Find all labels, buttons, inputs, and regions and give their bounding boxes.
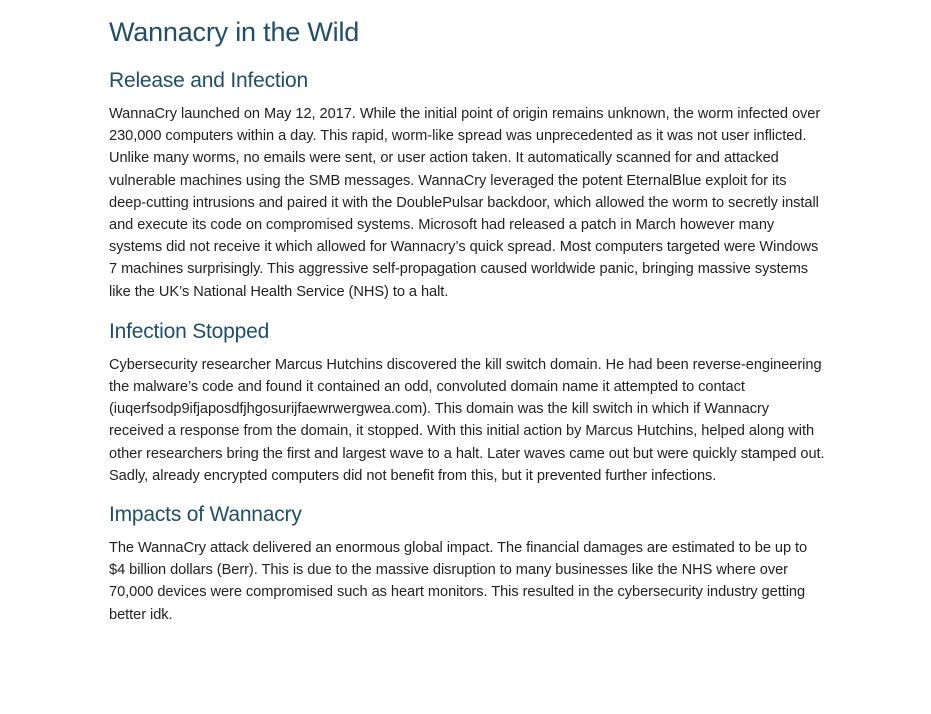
section-body-release-and-infection: WannaCry launched on May 12, 2017. While the initial point of origin remains unknown, the worm infected over 230,000 computers within a day. This rapid, worm-like spread was unprecedented as it was not user inflicted. Unlike many worms, no emails were sent, or user action taken. It automatically scanned for and attacked vulnerable machines using the SMB messages. WannaCry leveraged the potent EternalBlue exploit for its deep-cutting intrusions and paired it with the DoublePulsar backdoor, which allowed the worm to secretly install and execute its code on compromised systems. Microsoft had released a patch in March however many systems did not receive it which allowed for Wannacry’s quick spread. Most computers targeted were Windows 7 machines surprisingly. This aggressive self-propagation caused worldwide panic, bringing massive systems like the UK’s National Health Service (NHS) to a halt.	[109, 106, 821, 300]
section-body-impacts-of-wannacry: The WannaCry attack delivered an enormous global impact. The financial damages are estimated to be up to $4 billion dollars (Berr). This is due to the massive disruption to many businesses like the NHS where over 70,000 devices were compromised such as heart monitors. This resulted in the cybersecurity industry getting better idk.	[109, 540, 808, 623]
document-title: Wannacry in the Wild	[109, 17, 360, 47]
section-body-infection-stopped: Cybersecurity researcher Marcus Hutchins discovered the kill switch domain. He had been reverse-engineering the malware’s code and found it contained an odd, convoluted domain name it attempted to contact (iuqerfsodp9ifjaposdfjhgosurijfaewrwergwea.com). This domain was the kill switch in which if Wannacry received a response from the domain, it stopped. With this initial action by Marcus Hutchins, helped along with other researchers bring the first and largest wave to a halt. Later waves came out but were quickly stamped out. Sadly, already encrypted computers did not benefit from this, but it prevented further infections.	[109, 356, 825, 484]
document-page	[109, 14, 827, 626]
section-heading-impacts-of-wannacry: Impacts of Wannacry	[109, 503, 302, 527]
section-heading-infection-stopped: Infection Stopped	[109, 319, 270, 343]
section-heading-release-and-infection: Release and Infection	[109, 69, 308, 92]
